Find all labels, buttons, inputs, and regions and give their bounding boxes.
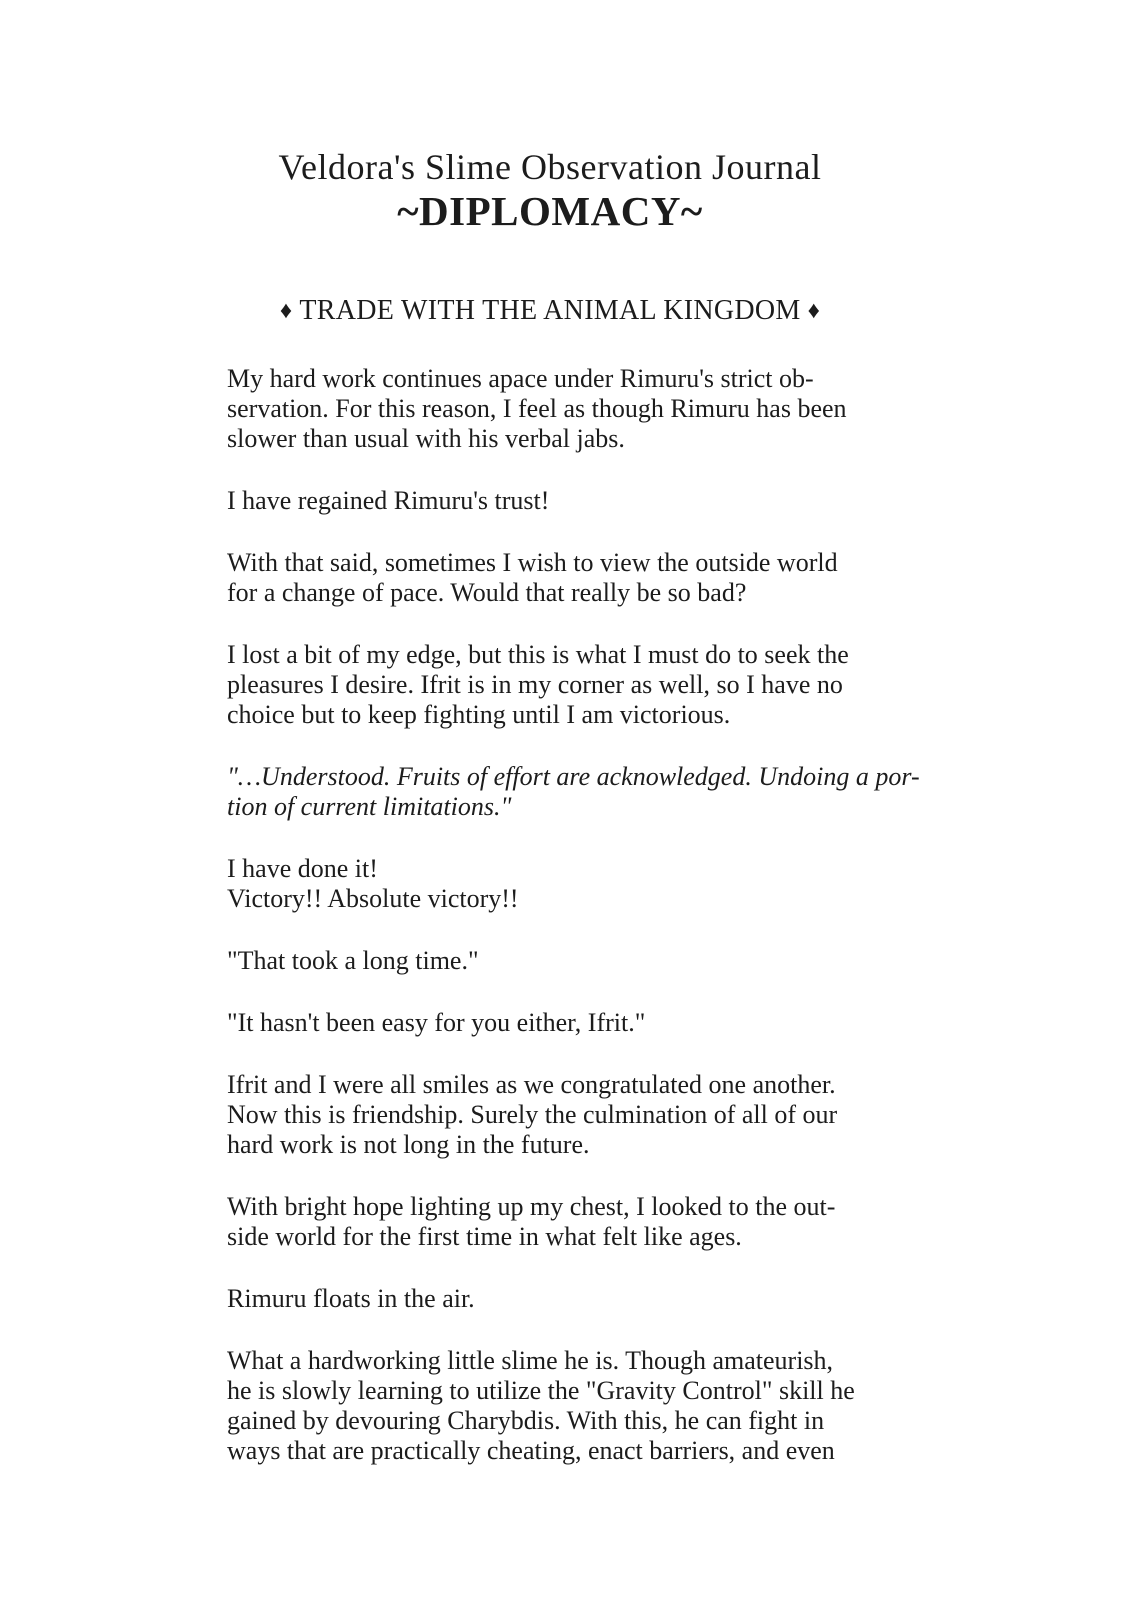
- paragraph: [227, 548, 873, 608]
- journal-title: Veldora's Slime Observation Journal: [278, 147, 822, 187]
- paragraph-dialogue: [227, 1008, 873, 1038]
- text-line: What a hardworking little slime he is. Though amateurish,: [227, 1346, 834, 1375]
- diamond-icon: ♦: [279, 298, 293, 324]
- text-line: With that said, sometimes I wish to view the outside world: [227, 548, 838, 577]
- text-line: ways that are practically cheating, enact barriers, and even: [227, 1436, 835, 1465]
- text-line: With bright hope lighting up my chest, I looked to the out-: [227, 1192, 836, 1221]
- paragraph: [227, 640, 873, 730]
- paragraph-telepathy-quote: [227, 762, 920, 822]
- text-line: Rimuru floats in the air.: [227, 1284, 475, 1313]
- text-line: pleasures I desire. Ifrit is in my corner as well, so I have no: [227, 670, 843, 699]
- journal-subtitle: ~DIPLOMACY~: [397, 188, 703, 234]
- text-line: he is slowly learning to utilize the "Gravity Control" skill he: [227, 1376, 855, 1405]
- text-line: "…Understood. Fruits of effort are acknowledged. Undoing a por-: [227, 762, 920, 791]
- section-heading: [227, 295, 873, 328]
- paragraph: [227, 1346, 873, 1466]
- paragraph: [227, 1284, 873, 1314]
- text-line: I have done it!: [227, 854, 378, 883]
- paragraph: [227, 364, 873, 454]
- paragraph: [227, 1192, 873, 1252]
- text-line: gained by devouring Charybdis. With this, he can fight in: [227, 1406, 825, 1435]
- text-line: for a change of pace. Would that really be so bad?: [227, 578, 747, 607]
- text-line: servation. For this reason, I feel as though Rimuru has been: [227, 394, 847, 423]
- text-line: I have regained Rimuru's trust!: [227, 486, 550, 515]
- paragraph: [227, 854, 873, 914]
- text-line: slower than usual with his verbal jabs.: [227, 424, 625, 453]
- text-line: side world for the first time in what felt like ages.: [227, 1222, 742, 1251]
- text-line: "It hasn't been easy for you either, Ifrit.": [227, 1008, 646, 1037]
- text-line: tion of current limitations.": [227, 792, 512, 821]
- paragraph: [227, 486, 873, 516]
- paragraph-dialogue: [227, 946, 873, 976]
- page-content: [227, 147, 920, 1466]
- text-line: choice but to keep fighting until I am victorious.: [227, 700, 731, 729]
- text-line: "That took a long time.": [227, 946, 479, 975]
- text-line: Victory!! Absolute victory!!: [227, 884, 519, 913]
- text-line: Now this is friendship. Surely the culmination of all of our: [227, 1100, 838, 1129]
- text-line: My hard work continues apace under Rimuru's strict ob-: [227, 364, 814, 393]
- paragraph: [227, 1070, 873, 1160]
- body-text: [227, 364, 920, 1466]
- text-line: Ifrit and I were all smiles as we congratulated one another.: [227, 1070, 836, 1099]
- text-line: I lost a bit of my edge, but this is what I must do to seek the: [227, 640, 849, 669]
- section-heading-text: TRADE WITH THE ANIMAL KINGDOM: [299, 295, 801, 326]
- diamond-icon: ♦: [807, 298, 821, 324]
- text-line: hard work is not long in the future.: [227, 1130, 590, 1159]
